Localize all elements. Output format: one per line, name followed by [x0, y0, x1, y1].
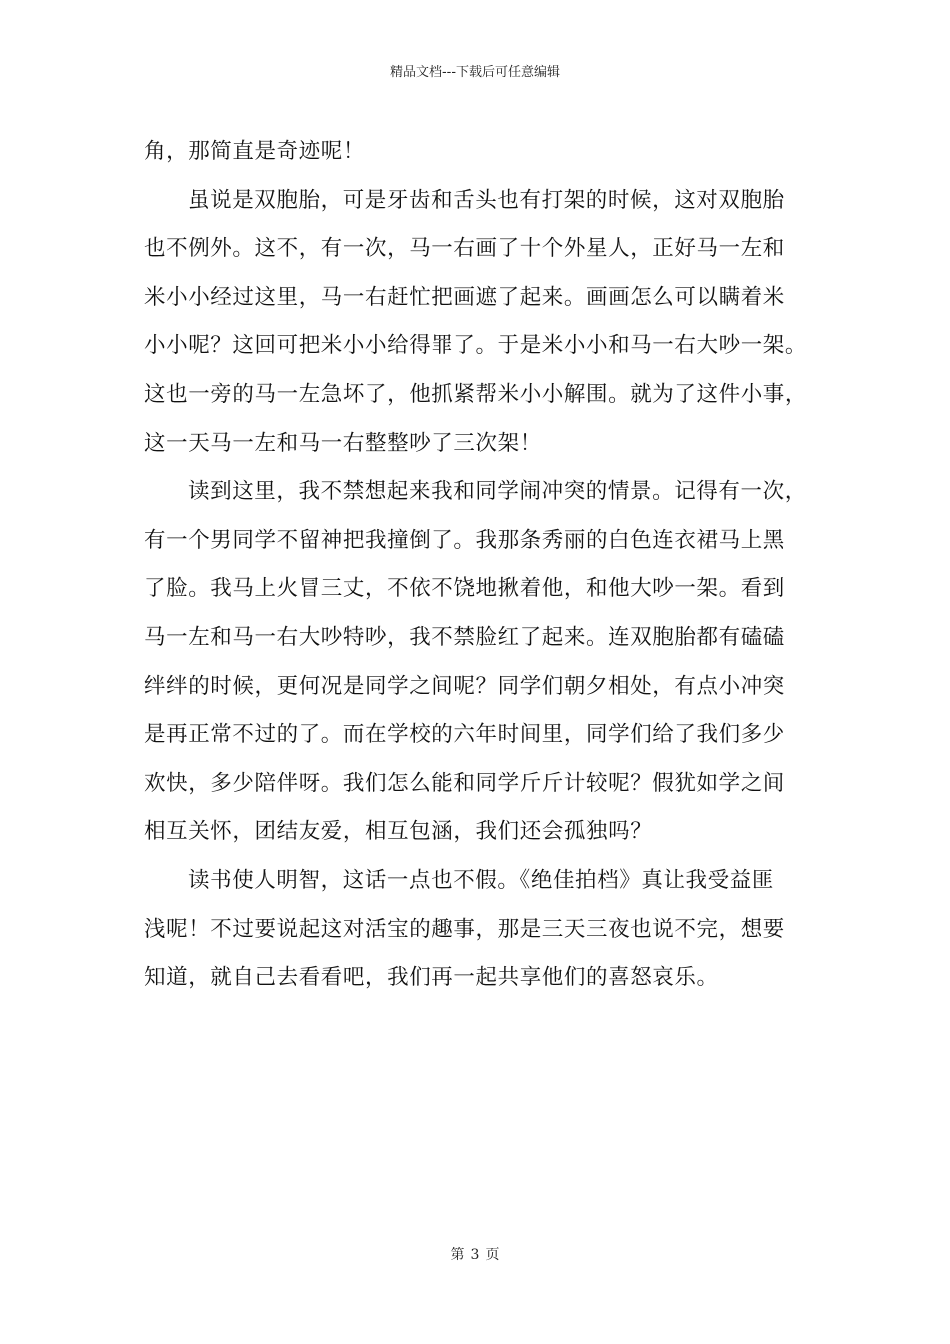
- text-line: 欢快，多少陪伴呀。我们怎么能和同学斤斤计较呢？假犹如学之间: [144, 770, 785, 796]
- text-line: 浅呢！不过要说起这对活宝的趣事，那是三天三夜也说不完，想要: [144, 916, 785, 942]
- page-footer: [0, 1245, 950, 1265]
- text-line: 也不例外。这不，有一次，马一右画了十个外星人，正好马一左和: [144, 236, 785, 262]
- text-line: 相互关怀，团结友爱，相互包涵，我们还会孤独吗？: [144, 819, 653, 845]
- text-line: 这也一旁的马一左急坏了，他抓紧帮米小小解围。就为了这件小事，: [144, 381, 808, 407]
- text-line: 是再正常不过的了。而在学校的六年时间里，同学们给了我们多少: [144, 722, 785, 748]
- text-line: 角，那简直是奇迹呢！: [144, 139, 366, 164]
- page-number-prefix: 第: [450, 1247, 465, 1263]
- text-line: 了脸。我马上火冒三丈，不依不饶地揪着他，和他大吵一架。看到: [144, 576, 785, 602]
- page-number-suffix: 页: [485, 1247, 500, 1263]
- article-body: [144, 128, 808, 1003]
- page-number: 3: [470, 1247, 480, 1263]
- text-line: 小小呢？这回可把米小小给得罪了。于是米小小和马一右大吵一架。: [144, 333, 808, 359]
- paragraph-first-line: 读书使人明智，这话一点也不假。《绝佳拍档》真让我受益匪: [188, 867, 774, 893]
- text-line: 有一个男同学不留神把我撞倒了。我那条秀丽的白色连衣裙马上黑: [144, 527, 785, 553]
- page-header: 精品文档---下载后可任意编辑: [389, 65, 561, 80]
- text-line: 绊绊的时候，更何况是同学之间呢？同学们朝夕相处，有点小冲突: [144, 673, 785, 699]
- paragraph-first-line: 读到这里，我不禁想起来我和同学闹冲突的情景。记得有一次，: [188, 479, 807, 505]
- paragraph-first-line: 虽说是双胞胎，可是牙齿和舌头也有打架的时候，这对双胞胎: [188, 187, 785, 213]
- text-line: 这一天马一左和马一右整整吵了三次架！: [144, 430, 542, 456]
- text-line: 米小小经过这里，马一右赶忙把画遮了起来。画画怎么可以瞒着米: [144, 284, 785, 310]
- text-line: 马一左和马一右大吵特吵，我不禁脸红了起来。连双胞胎都有磕磕: [144, 624, 785, 650]
- text-line: 知道，就自己去看看吧，我们再一起共享他们的喜怒哀乐。: [144, 965, 719, 991]
